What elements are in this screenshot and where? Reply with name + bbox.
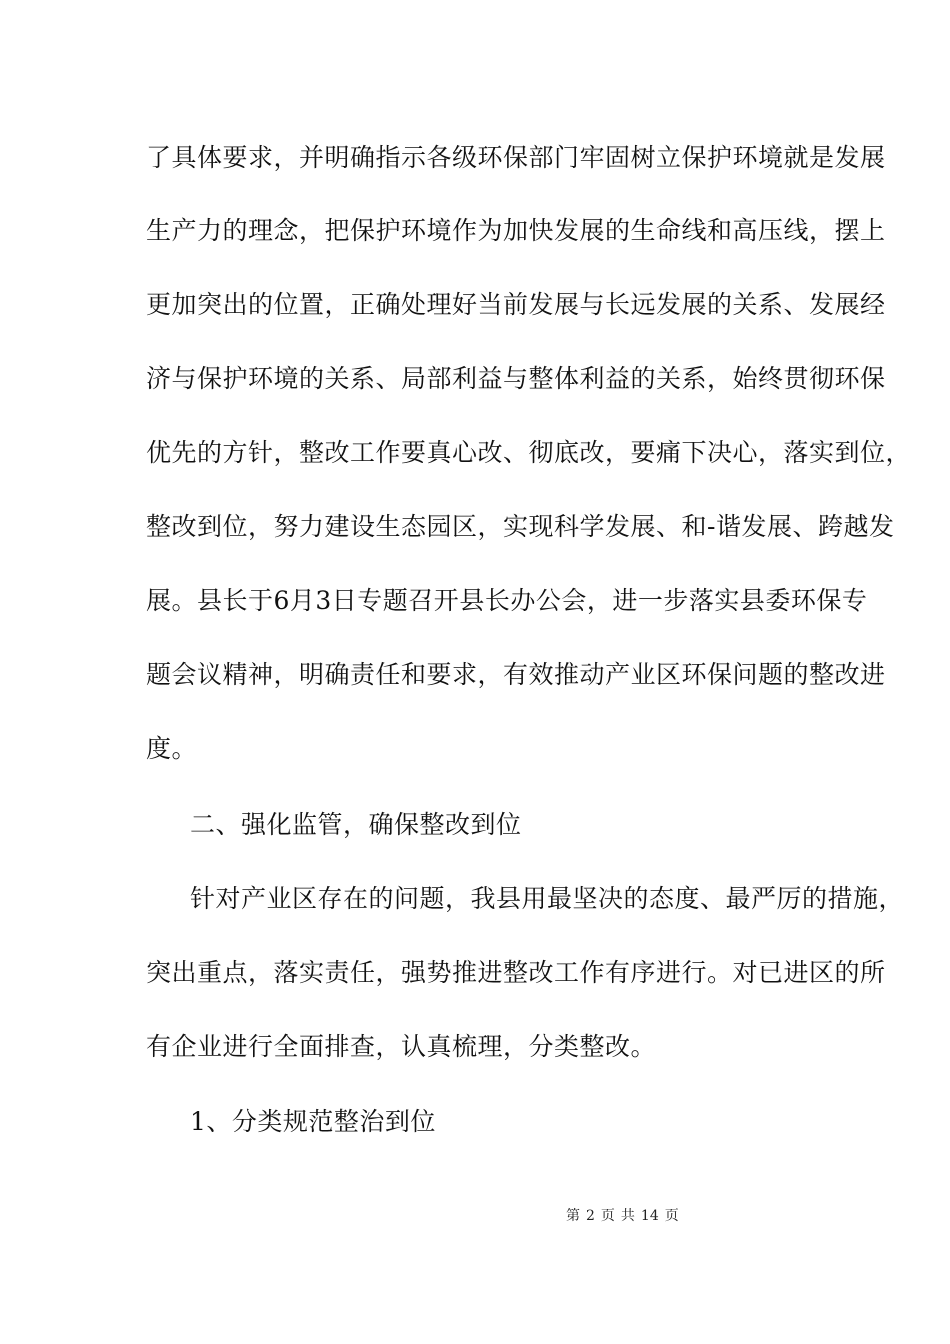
body-line-1: 了具体要求，并明确指示各级环保部门牢固树立保护环境就是发展 — [146, 143, 886, 172]
body-line-8: 题会议精神，明确责任和要求，有效推动产业区环保问题的整改进 — [146, 660, 886, 689]
body-line-4: 济与保护环境的关系、局部利益与整体利益的关系，始终贯彻环保 — [146, 364, 886, 393]
body-line-2: 生产力的理念，把保护环境作为加快发展的生命线和高压线，摆上 — [146, 216, 886, 245]
section-heading-2: 二、强化监管，确保整改到位 — [190, 810, 522, 839]
subheading-1: 1、分类规范整治到位 — [190, 1107, 436, 1136]
body-line-5: 优先的方针，整改工作要真心改、彻底改，要痛下决心，落实到位， — [146, 438, 912, 467]
body-line-6: 整改到位，努力建设生态园区，实现科学发展、和-谐发展、跨越发 — [146, 512, 895, 541]
body-line-7: 展。县长于6月3日专题召开县长办公会，进一步落实县委环保专 — [146, 586, 868, 615]
footer-total-word: 共 — [620, 1208, 635, 1224]
footer-page-word: 页 — [600, 1208, 615, 1224]
page-number — [566, 1207, 685, 1225]
body-line-3: 更加突出的位置，正确处理好当前发展与长远发展的关系、发展经 — [146, 290, 886, 319]
footer-suffix: 页 — [664, 1208, 679, 1224]
para2-line-2: 突出重点，落实责任，强势推进整改工作有序进行。对已进区的所 — [146, 958, 886, 987]
para2-line-3: 有企业进行全面排查，认真梳理，分类整改。 — [146, 1032, 657, 1061]
body-line-9: 度。 — [146, 734, 198, 763]
footer-page: 2 — [586, 1208, 595, 1224]
para2-line-1: 针对产业区存在的问题，我县用最坚决的态度、最严厉的措施， — [190, 884, 905, 913]
footer-prefix: 第 — [566, 1208, 580, 1224]
footer-total: 14 — [640, 1208, 659, 1224]
